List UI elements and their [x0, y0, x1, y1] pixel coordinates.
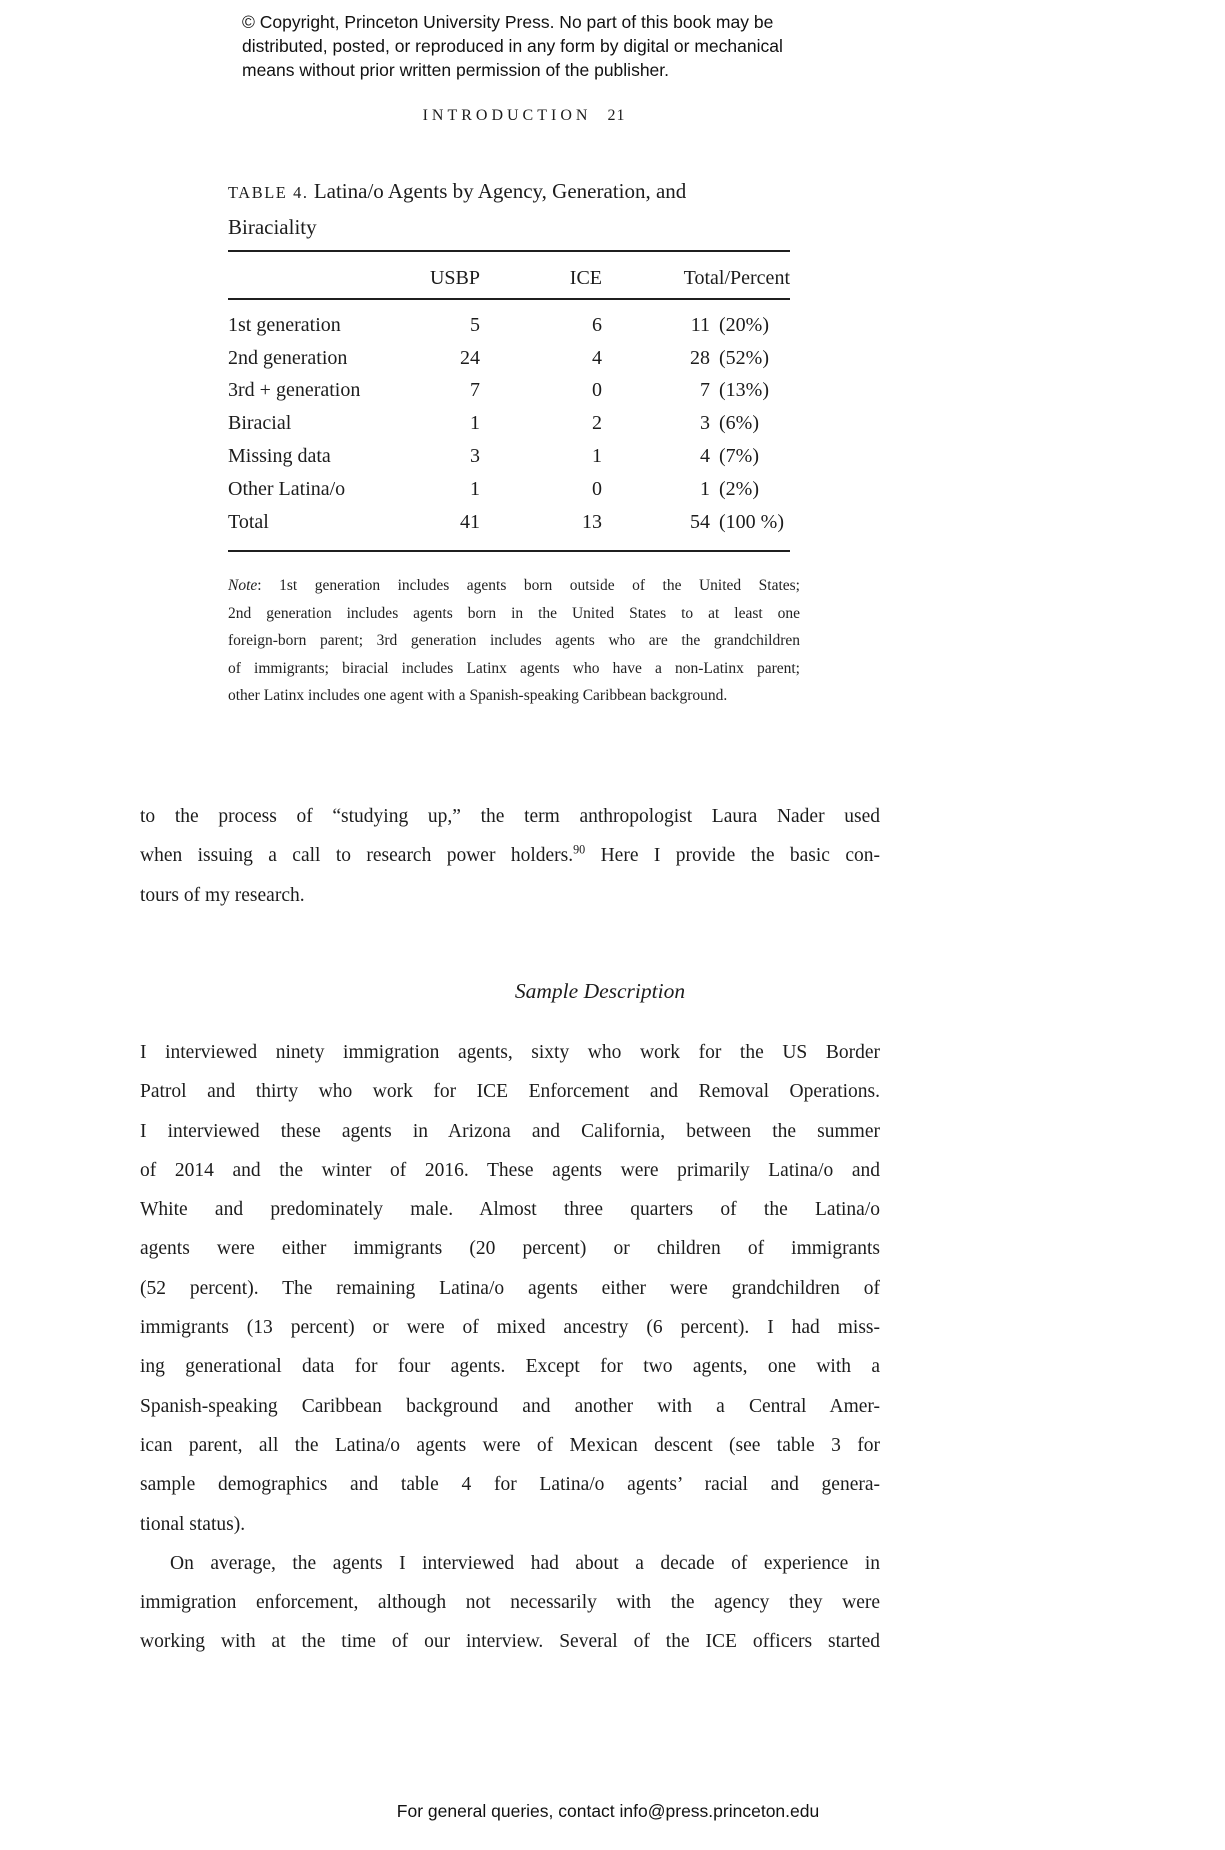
column-header-empty: [228, 267, 388, 290]
cell-total: 54: [690, 510, 710, 533]
row-label: 3rd + generation: [228, 379, 361, 402]
cell-total: 28: [690, 346, 710, 369]
text-line: to the process of “studying up,” the term anthropologist Laura Nader used: [140, 806, 880, 827]
cell-ice: 1: [592, 445, 602, 468]
table-caption-text: Latina/o Agents by Agency, Generation, and: [308, 179, 687, 203]
text-line: Patrol and thirty who work for ICE Enforcement and Removal Operations.: [140, 1081, 880, 1103]
text-line: White and predominately male. Almost three quarters of the Latina/o: [140, 1199, 880, 1221]
cell-percent: (52%): [719, 346, 769, 369]
cell-ice: 4: [592, 346, 602, 369]
note-line: other Latinx includes one agent with a Spanish-speaking Caribbean background.: [228, 687, 728, 705]
cell-usbp: 41: [460, 510, 480, 533]
table-row: [228, 440, 790, 473]
cell-usbp: 24: [460, 346, 480, 369]
note-line: of immigrants; biracial includes Latinx agents who have a non-Latinx parent;: [228, 659, 800, 677]
cell-ice: 2: [592, 412, 602, 435]
text-line: Spanish-speaking Caribbean background and another with a Central Amer-: [140, 1395, 880, 1417]
cell-usbp: 5: [470, 313, 480, 336]
row-label: Missing data: [228, 445, 331, 468]
table-4: [228, 250, 790, 552]
note-line: 2nd generation includes agents born in the United States to at least one: [228, 604, 800, 622]
cell-usbp: 1: [470, 477, 480, 500]
text-line: working with at the time of our interview. Several of the ICE officers started: [140, 1631, 880, 1653]
text-segment: Here I provide the basic con-: [585, 845, 880, 867]
cell-usbp: 1: [470, 412, 480, 435]
table-row: [228, 309, 790, 342]
text-line: tional status).: [140, 1513, 246, 1535]
table-header-row: [228, 252, 790, 300]
cell-percent: (7%): [719, 445, 759, 468]
column-header-total: Total/Percent: [683, 267, 790, 289]
column-header-usbp: USBP: [429, 267, 480, 289]
table-row: [228, 407, 790, 440]
table-bottom-rule: [228, 550, 790, 552]
cell-ice: 6: [592, 313, 602, 336]
note-label: Note: [228, 577, 258, 594]
row-label: Biracial: [228, 412, 292, 435]
table-row: [228, 473, 790, 506]
table-row-total: [228, 506, 790, 539]
cell-percent: (20%): [719, 313, 769, 336]
cell-total: 3: [700, 412, 710, 435]
running-head: [423, 107, 626, 125]
table-caption-label: TABLE 4.: [228, 183, 309, 202]
cell-total: 4: [700, 445, 710, 468]
copyright-line: means without prior written permission of the publisher.: [242, 60, 670, 80]
body-paragraph-fragment: [140, 797, 880, 915]
note-line: [228, 572, 800, 600]
text-line: agents were either immigrants (20 percent) or children of immigrants: [140, 1238, 880, 1260]
column-header-ice: ICE: [569, 267, 602, 289]
text-line: sample demographics and table 4 for Latina/o agents’ racial and genera-: [140, 1474, 880, 1496]
text-line: (52 percent). The remaining Latina/o agents either were grandchildren of: [140, 1277, 880, 1299]
cell-percent: (13%): [719, 379, 769, 402]
page-number: 21: [607, 107, 626, 124]
table-row: [228, 375, 790, 408]
table-row: [228, 342, 790, 375]
copyright-notice: [242, 10, 783, 82]
row-label: 2nd generation: [228, 346, 348, 369]
cell-usbp: 7: [470, 379, 480, 402]
text-line: I interviewed these agents in Arizona and California, between the summer: [140, 1120, 880, 1142]
row-label: Other Latina/o: [228, 477, 346, 500]
text-line: ican parent, all the Latina/o agents were of Mexican descent (see table 3 for: [140, 1434, 880, 1456]
table-caption-line: [228, 174, 828, 210]
text-segment: when issuing a call to research power holders.: [140, 845, 574, 867]
text-line: of 2014 and the winter of 2016. These agents were primarily Latina/o and: [140, 1159, 880, 1181]
cell-total: 1: [700, 477, 710, 500]
table-note: [228, 572, 800, 710]
cell-total: 7: [700, 379, 710, 402]
cell-ice: 0: [592, 477, 602, 500]
copyright-line: © Copyright, Princeton University Press. No part of this book may be: [242, 12, 774, 32]
cell-percent: (6%): [719, 412, 759, 435]
cell-ice: 0: [592, 379, 602, 402]
second-paragraph: [140, 1544, 880, 1662]
text-line: immigration enforcement, although not necessarily with the agency they were: [140, 1592, 880, 1614]
text-line: tours of my research.: [140, 884, 305, 906]
note-text: : 1st generation includes agents born outside of the United States;: [257, 577, 800, 594]
cell-usbp: 3: [470, 445, 480, 468]
main-text: [140, 1033, 880, 1662]
table-caption-line: Biraciality: [228, 215, 317, 239]
row-label: 1st generation: [228, 313, 341, 336]
cell-percent: (100 %): [719, 510, 784, 533]
text-line: On average, the agents I interviewed had about a decade of experience in: [170, 1552, 880, 1574]
row-label: Total: [228, 510, 269, 533]
text-line: I interviewed ninety immigration agents, sixty who work for the US Border: [140, 1042, 880, 1063]
running-head-title: INTRODUCTION: [422, 107, 592, 124]
footer-contact: For general queries, contact info@press.princeton.edu: [396, 1801, 820, 1821]
note-line: foreign-born parent; 3rd generation includes agents who are the grandchildren: [228, 632, 800, 650]
main-paragraph: [140, 1033, 880, 1544]
section-heading: Sample Description: [514, 979, 686, 1003]
table-caption: [228, 174, 828, 244]
text-line: ing generational data for four agents. Except for two agents, one with a: [140, 1356, 880, 1378]
copyright-line: distributed, posted, or reproduced in any form by digital or mechanical: [242, 36, 783, 56]
table-body: [228, 300, 790, 550]
cell-ice: 13: [582, 510, 602, 533]
cell-total: 11: [690, 313, 710, 336]
text-line: [140, 836, 880, 875]
footnote-marker: 90: [573, 842, 586, 857]
text-line: immigrants (13 percent) or were of mixed ancestry (6 percent). I had miss-: [140, 1317, 880, 1339]
cell-percent: (2%): [719, 477, 759, 500]
